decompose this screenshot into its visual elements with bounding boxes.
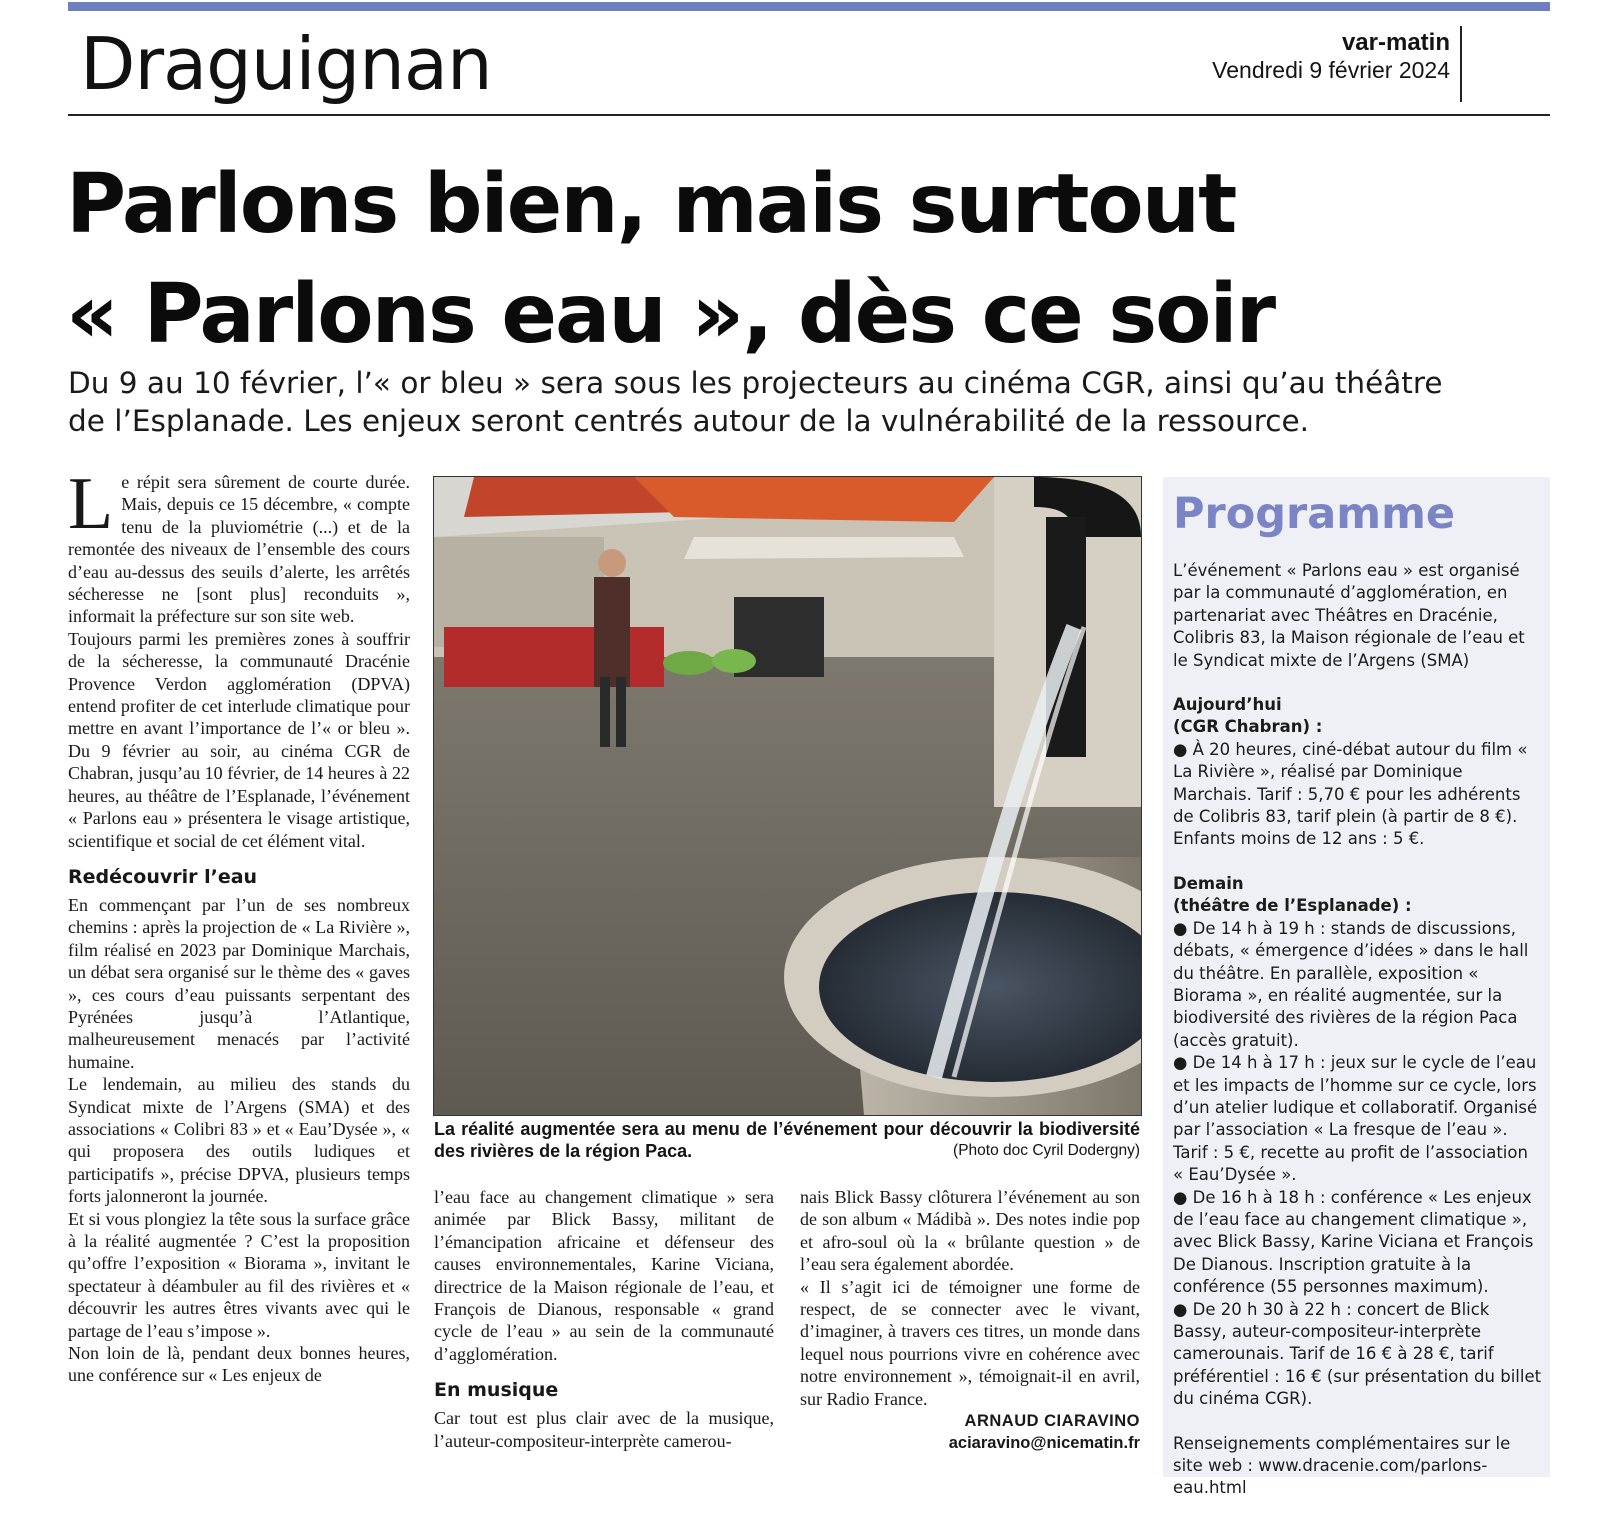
headline-line-1: Parlons bien, mais surtout [66, 157, 1236, 252]
paragraph-9: nais Blick Bassy clôturera l’événement au son de son album « Mádibà ». Des notes indie pop et afro-soul où la « brûlante question » de l’eau sera également abordée. [800, 1187, 1140, 1275]
article-column-1 [68, 463, 410, 1387]
section-title: Draguignan [80, 22, 492, 106]
photo-caption [434, 1118, 1140, 1162]
programme-intro: L’événement « Parlons eau » est organisé par la communauté d’agglomération, en partenariat avec Théâtres en Dracénie, Colibris 83, la Maison régionale de l’eau et le Syndicat mixte de l’Argens (SMA) [1173, 561, 1525, 670]
masthead-divider [1460, 26, 1462, 102]
author-email: aciaravino@nicematin.fr [948, 1434, 1140, 1453]
standfirst [68, 364, 1548, 440]
paragraph-7: l’eau face au changement climatique » sera animée par Blick Bassy, militant de l’émancipation africaine et défenseur des causes environnementales, Karine Viciana, directrice de la Maison régionale de l’eau, et François de Dianous, responsable « grand cycle de l’eau » au sein de la communauté d’agglomération. [434, 1187, 774, 1364]
newspaper-name: var-matin [1341, 29, 1450, 56]
article-column-3 [800, 1186, 1140, 1454]
subheading-rediscover: Redécouvrir l’eau [68, 865, 258, 888]
programme-title: Programme [1173, 489, 1456, 539]
tomorrow-venue: (théâtre de l’Esplanade) : [1173, 896, 1412, 916]
byline [800, 1410, 1140, 1454]
paragraph-5: Et si vous plongiez la tête sous la surface grâce à la réalité augmentée ? C’est la proposition qu’offre l’exposition « Biorama », invitant le spectateur à déambuler au fil des rivières et « découvrir les autres êtres vivants avec qui le partage de l’eau s’impose ». [68, 1208, 410, 1341]
paragraph-8: Car tout est plus clair avec de la musique, l’auteur-compositeur-interprète camerou- [434, 1408, 774, 1451]
subheading-music: En musique [434, 1379, 559, 1402]
paragraph-3: En commençant par l’un de ses nombreux chemins : après la projection de « La Rivière », film réalisé en 2023 par Dominique Marchais, un débat sera organisé sur le thème des « gaves », ces cours d’eau puissants serpentant des Pyrénées jusqu’à l’Atlantique, malheureusement menacés par l’activité humaine. [68, 894, 410, 1072]
programme-footer: Renseignements complémentaires sur le site web : www.dracenie.com/parlons-eau.html [1173, 1433, 1511, 1498]
headline [66, 150, 1526, 370]
drop-cap: L [68, 463, 114, 545]
standfirst-line-1: Du 9 au 10 février, l’« or bleu » sera sous les projecteurs au cinéma CGR, ainsi qu’au théâtre [68, 366, 1443, 400]
tomorrow-item-1: ● De 14 h à 19 h : stands de discussions, débats, « émergence d’idées » dans le hall du théâtre. En parallèle, exposition « Biorama », en réalité augmentée, sur la biodiversité des rivières de la région Paca (accès gratuit). [1173, 918, 1529, 1050]
issue-date: Vendredi 9 février 2024 [1212, 57, 1450, 83]
photo-fountain-market-scene [434, 477, 1141, 1115]
programme-box [1163, 477, 1550, 1498]
paragraph-1: e répit sera sûrement de courte durée. Mais, depuis ce 15 décembre, « compte tenu de la pluviométrie (...) et de la remontée des niveaux de l’ensemble des cours d’eau au-dessus des seuils d’alerte, les arrêtés sécheresse ne [sont plus] reconduits », informait la préfecture sur son site web. [68, 472, 410, 627]
tomorrow-heading: Demain [1173, 873, 1244, 893]
headline-line-2: « Parlons eau », dès ce soir [66, 267, 1275, 362]
tomorrow-item-4: ● De 20 h 30 à 22 h : concert de Blick Bassy, auteur-compositeur-interprète camerounais. Tarif de 16 € à 28 €, tarif préférentiel : 16 € (sur présentation du billet du cinéma CGR). [1173, 1299, 1542, 1409]
programme-body [1173, 560, 1543, 1500]
tomorrow-item-3: ● De 16 h à 18 h : conférence « Les enjeux de l’eau face au changement climatique », avec Blick Bassy, Karine Viciana et François De Dianous. Inscription gratuite à la conférence (55 personnes maximum). [1173, 1187, 1534, 1297]
photo-credit: (Photo doc Cyril Dodergny) [953, 1142, 1140, 1159]
author-name: ARNAUD CIARAVINO [964, 1412, 1140, 1431]
standfirst-line-2: de l’Esplanade. Les enjeux seront centrés autour de la vulnérabilité de la ressource. [68, 404, 1310, 438]
caption-text: La réalité augmentée sera au menu de l’événement pour découvrir la biodiversité des rivières de la région Paca. [434, 1119, 1140, 1161]
header-rule [68, 114, 1550, 116]
paragraph-2: Toujours parmi les premières zones à souffrir de la sécheresse, la communauté Dracénie Provence Verdon agglomération (DPVA) entend profiter de cet interlude climatique pour mettre en avant l’importance de l’« or bleu ». Du 9 février au soir, au cinéma CGR de Chabran, jusqu’au 10 février, de 14 heures à 22 heures, au théâtre de l’Esplanade, l’événement « Parlons eau » présentera le visage artistique, scientifique et social de cet élément vital. [68, 628, 410, 851]
tomorrow-item-2: ● De 14 h à 17 h : jeux sur le cycle de l’eau et les impacts de l’homme sur ce cycle, lors d’un atelier ludique et collaboratif. Organisé par l’association « La fresque de l’eau ». Tarif : 5 €, recette au profit de l’association « Eau’Dysée ». [1173, 1053, 1538, 1185]
article-column-2 [434, 1186, 774, 1452]
paragraph-4: Le lendemain, au milieu des stands du Syndicat mixte de l’Argens (SMA) et des associations « Colibri 83 » et « Eau’Dysée », « qui proposera des outils ludiques et participatifs », précise DPVA, plusieurs temps forts jalonneront la journée. [68, 1074, 410, 1207]
paragraph-10: « Il s’agit ici de témoigner une forme de respect, de se connecter avec le vivant, d’imaginer, à travers ces titres, un monde dans lequel nous pourrions vivre en cohérence avec notre environnement », témoignait-il en avril, sur Radio France. [800, 1276, 1140, 1409]
masthead [1212, 30, 1450, 84]
today-heading: Aujourd’hui [1173, 695, 1282, 715]
top-accent-bar [68, 2, 1550, 11]
paragraph-6: Non loin de là, pendant deux bonnes heures, une conférence sur « Les enjeux de [68, 1343, 410, 1386]
today-item: ● À 20 heures, ciné-débat autour du film « La Rivière », réalisé par Dominique Marchais. Tarif : 5,70 € pour les adhérents de Colibris 83, tarif plein (à partir de 8 €). Enfants moins de 12 ans : 5 €. [1173, 739, 1528, 849]
today-venue: (CGR Chabran) : [1173, 717, 1323, 737]
article-photo [433, 476, 1142, 1116]
